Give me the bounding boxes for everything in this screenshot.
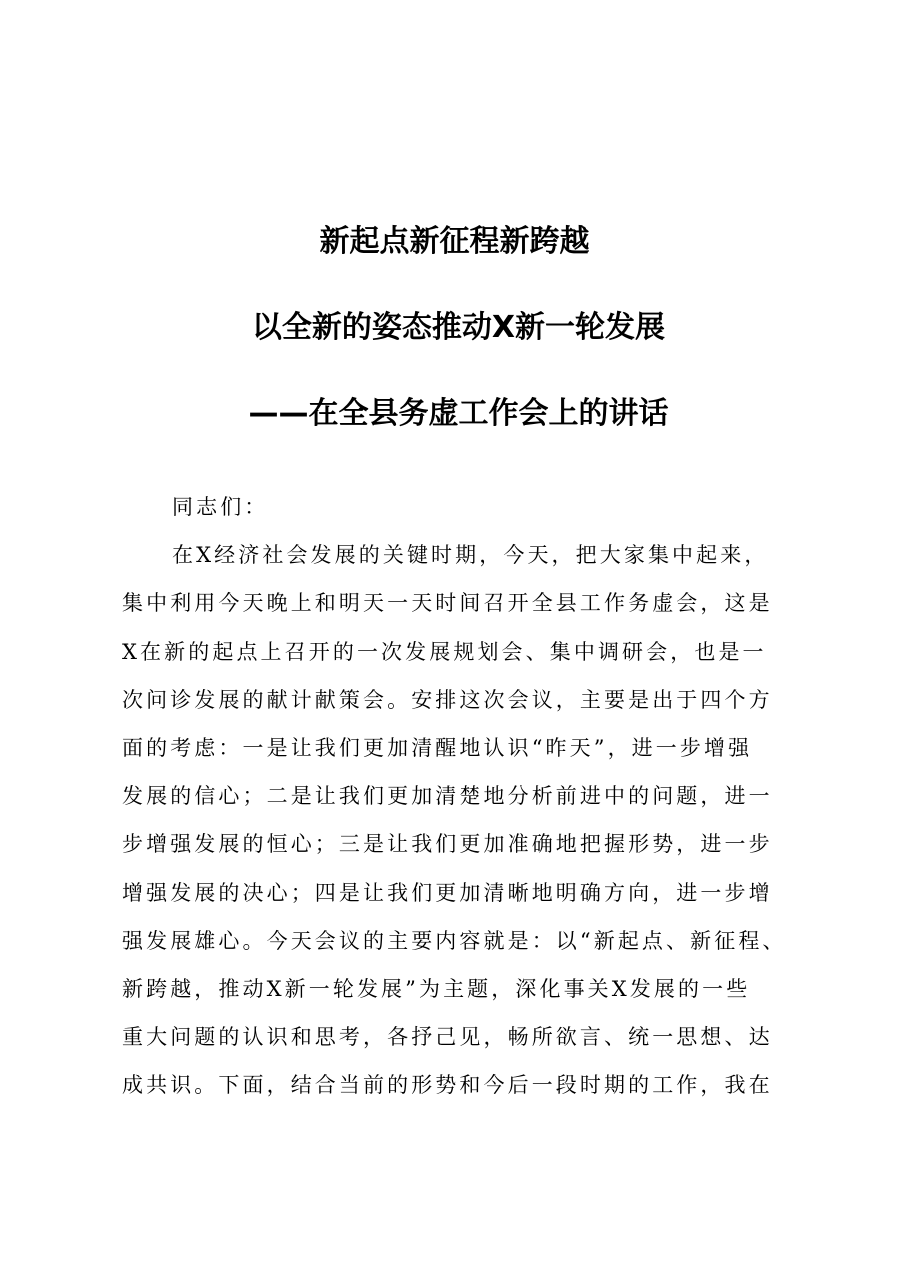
body-line: 集中利用今天晚上和明天一天时间召开全县工作务虚会，这是 [122,591,773,616]
body-line: 增强发展的决心；四是让我们更加清晰地明确方向，进一步增 [122,880,773,905]
body-line: 面的考虑：一是让我们更加清醒地认识“昨天”，进一步增强 [122,735,753,760]
subtitle: 以全新的姿态推动X新一轮发展 [251,310,666,345]
main-title: 新起点新征程新跨越 [319,224,590,259]
speech-occasion: ——在全县务虚工作会上的讲话 [248,396,669,431]
body-line: 步增强发展的恒心；三是让我们更加准确地把握形势，进一步 [122,832,773,857]
body-line: 成共识。下面，结合当前的形势和今后一段时期的工作，我在 [122,1073,773,1098]
body-line: X在新的起点上召开的一次发展规划会、集中调研会，也是一 [122,639,767,664]
speech-body [122,489,812,1115]
salutation: 同志们： [172,495,269,519]
body-line: 重大问题的认识和思考，各抒己见，畅所欲言、统一思想、达 [122,1025,773,1050]
body-line: 次问诊发展的献计献策会。安排这次会议，主要是出于四个方 [122,687,773,712]
body-line: 新跨越，推动X新一轮发展”为主题，深化事关X发展的一些 [122,976,751,1001]
body-line: 强发展雄心。今天会议的主要内容就是：以“新起点、新征程、 [122,928,787,953]
body-line: 在X经济社会发展的关键时期，今天，把大家集中起来， [172,543,769,568]
body-line: 发展的信心；二是让我们更加清楚地分析前进中的问题，进一 [122,784,773,809]
title-block [0,222,909,480]
